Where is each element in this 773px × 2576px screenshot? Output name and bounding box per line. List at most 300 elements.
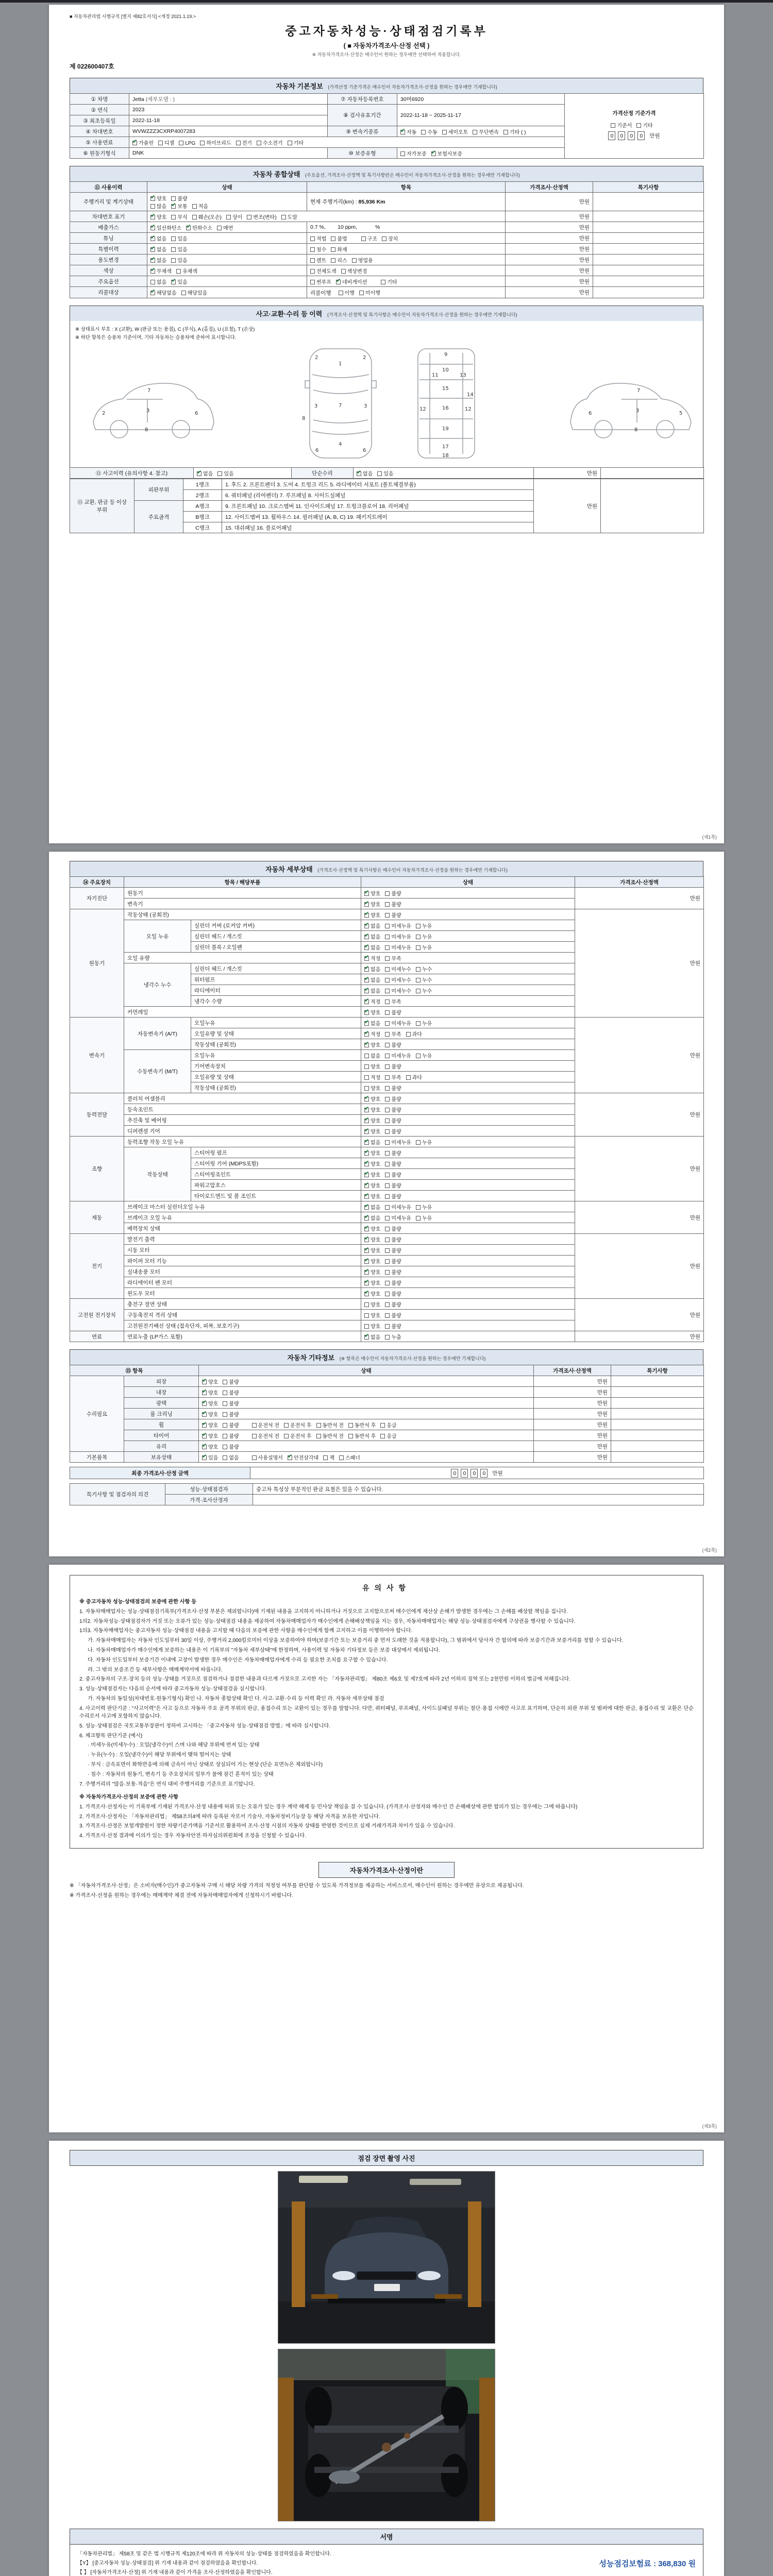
etc-info-table (70, 1365, 704, 1463)
checkbox-group (361, 1050, 575, 1061)
checkbox-option[interactable]: 운전석 전 (252, 1421, 279, 1429)
price-cell: 만원 (534, 468, 601, 479)
checkbox-option[interactable]: 미세누유 (385, 933, 411, 940)
checkbox-option[interactable]: ✔ 양호 (364, 1268, 380, 1276)
checkbox-option[interactable]: 0 (470, 1469, 478, 1478)
item-label: 내장 (124, 1387, 199, 1398)
note-cell (611, 1398, 704, 1409)
checkbox-option[interactable]: 불량 (385, 1268, 401, 1276)
checkbox-option[interactable]: ✔ 있음 (171, 278, 187, 285)
checkbox-option[interactable]: ✔ 네비게이션 (336, 278, 367, 285)
checkbox-option[interactable]: ✔ 양호 (202, 1378, 218, 1385)
checkbox-option[interactable]: 불량 (385, 1181, 401, 1189)
page-marker: (제3쪽) (702, 2124, 717, 2129)
opinion-role: 가격·조사산정자 (165, 1495, 253, 1505)
price-cell: 만원 (506, 265, 593, 276)
checkbox-option[interactable]: 불량 (385, 889, 401, 897)
text-line: · 침수 : 자동차의 원동기, 변속기 등 주요장치의 일부가 물에 잠긴 흔적이 있는 상태 (88, 1771, 274, 1777)
note-cell (611, 1376, 704, 1387)
checkbox-option[interactable]: 동반석 전 (316, 1432, 344, 1439)
checkbox-group (307, 255, 506, 265)
checkbox-option[interactable]: 응급 (380, 1432, 396, 1439)
checkbox-option[interactable]: 동반석 후 (348, 1432, 376, 1439)
note-cell (593, 244, 704, 255)
checkbox-option[interactable]: ✔ 양호 (202, 1421, 218, 1429)
checkbox-option[interactable]: ✔ 양호 (202, 1388, 218, 1396)
section-bar-etc (70, 1349, 703, 1365)
device-group: 동력전달 (70, 1093, 124, 1137)
checkbox-option[interactable]: 불량 (223, 1443, 239, 1450)
table-row (70, 233, 704, 244)
checkbox-option[interactable]: ✔ 양호 (364, 1106, 380, 1113)
checkbox-option[interactable]: 장치 (382, 234, 398, 242)
checkbox-option[interactable]: 양호 (364, 1300, 380, 1308)
checkbox-option[interactable]: ✔ 안전삼각대 (288, 1453, 318, 1461)
checkbox-option[interactable]: 기타 (381, 278, 397, 285)
checkbox-option[interactable]: 적법 (310, 234, 326, 242)
svg-text:8: 8 (634, 427, 638, 433)
checkbox-option[interactable]: 훼손(오손) (192, 213, 222, 221)
checkbox-option[interactable]: ✔ 없음 (364, 1138, 380, 1146)
checkbox-option[interactable]: ✔ 양호 (364, 1192, 380, 1200)
checkbox-option[interactable]: 불량 (385, 1095, 401, 1103)
signature-lines (77, 2549, 589, 2576)
checkbox-option[interactable]: 있음 (171, 245, 187, 253)
checkbox-option[interactable]: 화재 (331, 245, 347, 253)
checkbox-option[interactable]: 기준서 (611, 121, 632, 129)
checkbox-group (361, 1201, 575, 1212)
checkbox-option[interactable]: 상이 (226, 213, 242, 221)
checkbox-option[interactable]: ✔ 없음 (364, 1333, 380, 1341)
checkbox-option[interactable]: ✔ 양호 (150, 194, 166, 202)
checkbox-option[interactable]: 불량 (385, 1149, 401, 1157)
checkbox-option[interactable]: 적음 (192, 202, 208, 210)
checkbox-option[interactable]: 미세누수 (385, 965, 411, 973)
checkbox-group (361, 1299, 575, 1310)
checkbox-option[interactable]: 불량 (385, 1160, 401, 1167)
checkbox-option[interactable]: ✔ 자동 (400, 128, 416, 135)
checkbox-option[interactable]: 과다 (406, 1073, 422, 1081)
checkbox-option[interactable]: 구조 (361, 234, 377, 242)
checkbox-group (252, 1422, 401, 1429)
checkbox-option[interactable]: 0 (480, 1469, 488, 1478)
checkbox-option[interactable]: ✔ 양호 (364, 1149, 380, 1157)
checkbox-group (361, 1072, 575, 1082)
checkbox-option[interactable]: ✔ 없음 (364, 976, 380, 984)
checkbox-option[interactable]: ✔ 양호 (202, 1443, 218, 1450)
checkbox-option[interactable]: 불량 (223, 1388, 239, 1396)
checkbox-group (147, 222, 307, 233)
checkbox-option[interactable]: 부족 (385, 1073, 401, 1081)
opinion-role: 성능·상태점검자 (165, 1484, 253, 1495)
checkbox-option[interactable]: 누수 (416, 987, 432, 994)
checkbox-option[interactable]: 미세누유 (385, 922, 411, 929)
checkbox-option[interactable]: 누유 (416, 1138, 432, 1146)
rank-items: 6. 쿼터패널 (리어펜더) 7. 루프패널 8. 사이드실패널 (222, 490, 534, 501)
price-digit-boxes (451, 1470, 490, 1477)
checkbox-option[interactable]: 불량 (385, 1116, 401, 1124)
checkbox-option[interactable]: 렌트 (310, 256, 326, 264)
checkbox-option[interactable]: 불량 (385, 1225, 401, 1232)
checkbox-option[interactable]: ✔ 없음 (364, 943, 380, 951)
checkbox-option[interactable]: 있음 (217, 469, 233, 477)
field-label: ② 연식 (70, 105, 129, 115)
checkbox-group (147, 276, 307, 287)
checkbox-option[interactable]: ✔ 적정 (364, 997, 380, 1005)
checkbox-option[interactable]: ✔ 없음 (150, 245, 166, 253)
checkbox-option[interactable]: ✔ 양호 (364, 1160, 380, 1167)
checkbox-option[interactable]: 운전석 전 (252, 1432, 279, 1439)
checkbox-option[interactable]: 불량 (223, 1378, 239, 1385)
insurance-fee (589, 2558, 696, 2569)
svg-text:8: 8 (145, 427, 148, 433)
checkbox-option[interactable]: 양호 (364, 1084, 380, 1092)
column-header: ⑮ 항목 (70, 1365, 199, 1376)
checkbox-option[interactable]: ✔ 없음 (364, 922, 380, 929)
document-subtitle-note: ※ 자동차가격조사·산정은 매수인이 원하는 경우에만 선택하여 적용합니다. (312, 52, 461, 57)
checkbox-group (361, 1234, 575, 1245)
checkbox-option[interactable]: 양호 (364, 1322, 380, 1330)
checkbox-option[interactable]: 침수 (310, 245, 326, 253)
checkbox-option[interactable]: 수동 (421, 128, 437, 135)
field-label: ⑤ 사용연료 (70, 137, 129, 148)
checkbox-group (147, 287, 307, 298)
checkbox-option[interactable]: 있음 (377, 469, 393, 477)
checkbox-group (361, 1028, 575, 1039)
checkbox-option[interactable]: 영업용 (352, 256, 373, 264)
svg-text:7: 7 (339, 403, 342, 409)
checkbox-option[interactable]: 0 (618, 131, 625, 140)
basic-info-table (70, 93, 704, 159)
note-cell (611, 1452, 704, 1463)
checkbox-option[interactable]: ✔ 없음 (364, 965, 380, 973)
checkbox-option[interactable]: 부식 (171, 213, 187, 221)
checkbox-option[interactable]: ✔ 양호 (364, 1246, 380, 1254)
checkbox-option[interactable]: 불량 (385, 900, 401, 908)
checkbox-option[interactable]: 있음 (171, 256, 187, 264)
checkbox-option[interactable]: 불량 (223, 1410, 239, 1418)
checkbox-option[interactable]: ✔ 있음 (202, 1453, 218, 1461)
checkbox-option[interactable]: ✔ 해당없음 (150, 289, 177, 296)
exchange-label: ⑬ 교환, 판금 등 이상 부위 (70, 479, 135, 533)
svg-text:9: 9 (444, 352, 448, 358)
text-line: 5. 성능·상태점검은 국토교통부장관이 정하여 고시하는 「중고자동차 성능·상태점검 방법」에 따라 실시합니다. (79, 1723, 331, 1729)
checkbox-option[interactable]: 응급 (380, 1421, 396, 1429)
table-row (70, 255, 704, 265)
table-row (70, 1419, 704, 1430)
checkbox-option[interactable]: 과다 (406, 1030, 422, 1038)
svg-text:14: 14 (467, 392, 474, 398)
checkbox-option[interactable]: 누유 (416, 943, 432, 951)
item-label: 오일누유 (191, 1018, 361, 1028)
checkbox-option[interactable]: ✔ 양호 (202, 1432, 218, 1439)
checkbox-option[interactable]: 부족 (385, 954, 401, 962)
checkbox-option[interactable]: 양호 (364, 1062, 380, 1070)
checkbox-option[interactable]: 불량 (171, 194, 187, 202)
column-header: 가격조사·산정액 (575, 877, 704, 888)
checkbox-option[interactable]: ✔ 양호 (364, 1257, 380, 1265)
checkbox-option[interactable]: 있음 (171, 234, 187, 242)
item-label: 작동상태 (공회전) (191, 1082, 361, 1093)
history-label: 리콜대상 (70, 287, 147, 298)
checkbox-option[interactable]: 미세누유 (385, 1214, 411, 1222)
checkbox-option[interactable]: ✔ 양호 (364, 1116, 380, 1124)
checkbox-option[interactable]: ✔ 없음 (197, 469, 213, 477)
checkbox-option[interactable]: 도말 (281, 213, 297, 221)
checkbox-option[interactable]: ✔ 없음 (150, 256, 166, 264)
checkbox-option[interactable]: 불량 (385, 911, 401, 919)
table-row (70, 1018, 704, 1028)
checkbox-option[interactable]: 불량 (385, 1279, 401, 1286)
checkbox-option[interactable]: 불량 (223, 1432, 239, 1439)
checkbox-option[interactable]: 운전석 후 (284, 1421, 311, 1429)
checkbox-option[interactable]: 해당있음 (181, 289, 208, 296)
simple-repair-label: 단순수리 (292, 468, 354, 479)
checkbox-option[interactable]: ✔ 보통 (171, 202, 187, 210)
column-header: 상태 (147, 182, 307, 193)
checkbox-option[interactable]: 불량 (385, 1127, 401, 1135)
checkbox-option[interactable]: ✔ 일산화탄소 (150, 224, 181, 231)
checkbox-option[interactable]: ✔ 양호 (202, 1399, 218, 1407)
checkbox-option[interactable]: ✔ 없음 (364, 1203, 380, 1211)
checkbox-option[interactable]: 리스 (331, 256, 347, 264)
device-group: 연료 (70, 1331, 124, 1342)
price-cell: 만원 (575, 1234, 704, 1299)
checkbox-group (361, 953, 575, 963)
detail-state-table (70, 876, 704, 1342)
checkbox-option[interactable]: 불량 (223, 1421, 239, 1429)
table-row (70, 1409, 704, 1419)
checkbox-group (361, 1169, 575, 1180)
checkbox-option[interactable]: 적정 (364, 1073, 380, 1081)
price-cell: 만원 (575, 1331, 704, 1342)
checkbox-option[interactable]: 미세누유 (385, 1203, 411, 1211)
text-line: 1의2. 자동차성능·상태점검자가 거짓 또는 오류가 있는 성능·상태점검 내용을 제공하여 자동차매매업자가 매수인에게 손해배상책임을 지는 경우, 자동차매매업자는 해당 성능·상태점검자에게 구상권을 행사할 수 있습니다. (79, 1618, 576, 1624)
checkbox-option[interactable]: ✔ 양호 (364, 911, 380, 919)
table-row (70, 877, 704, 888)
checkbox-option[interactable]: ✔ 탄화수소 (186, 224, 212, 231)
checkbox-group (202, 1455, 244, 1461)
text-line: 1. 자동차매매업자는 성능·상태점검기록부(가격조사·산정 부분은 제외합니다)에 기재된 내용을 고지하지 아니하거나 거짓으로 고지함으로써 매수인에게 재산상 손해가 발생한 경우에는 그 손해를 배상할 책임을 집니다. (79, 1608, 568, 1615)
checkbox-option[interactable]: 0 (608, 131, 615, 140)
checkbox-option[interactable]: 불량 (385, 1246, 401, 1254)
checkbox-option[interactable]: 썬루프 (310, 278, 331, 285)
checkbox-option[interactable]: ✔ 양호 (364, 1127, 380, 1135)
checkbox-option[interactable]: 0 (461, 1469, 468, 1478)
checkbox-option[interactable]: ✔ 양호 (364, 1279, 380, 1286)
checkbox-option[interactable]: 자가보증 (400, 149, 427, 157)
section-note: (주요옵션, 가격조사·산정액 및 특기사항란은 매수인이 자동차가격조사·산정을 원하는 경우에만 기재합니다) (305, 173, 520, 178)
inspection-photo-1 (278, 2171, 495, 2344)
checkbox-option[interactable]: 불량 (385, 1062, 401, 1070)
device-group: 조향 (70, 1137, 124, 1201)
exchange-rank-table (70, 479, 704, 533)
text-line: 다. 자동차 인도일부터 보증기간 이내에 고장이 발생한 경우 매수인은 자동차매매업자에게 수리 등 필요한 조치를 요구할 수 있습니다. (88, 1657, 388, 1663)
note-cell (593, 287, 704, 298)
checkbox-option[interactable]: ✔ 양호 (364, 1041, 380, 1048)
checkbox-option[interactable]: 불법 (331, 234, 347, 242)
checkbox-option[interactable]: 없음 (150, 278, 166, 285)
rank-items: 9. 프론트패널 10. 크로스멤버 11. 인사이드패널 17. 트렁크플로어 18. 리어패널 (222, 501, 534, 512)
field-label: ⑩ 보증유형 (328, 148, 397, 159)
checkbox-option[interactable]: 디젤 (158, 139, 174, 146)
checkbox-option[interactable]: 부족 (385, 997, 401, 1005)
checkbox-option[interactable]: 사용설명서 (252, 1453, 283, 1461)
checkbox-option[interactable]: 많음 (150, 202, 166, 210)
page-4 (49, 2141, 724, 2576)
checkbox-option[interactable]: 유채색 (176, 267, 197, 275)
svg-text:12: 12 (465, 406, 472, 412)
checkbox-option[interactable]: ✔ 없음 (364, 987, 380, 994)
column-header: 상태 (199, 1365, 534, 1376)
text-line: 가. 자동차매매업자는 자동차 인도일부터 30일 이상, 주행거리 2,000킬로미터 이상을 보증하여야 하며(보증기간 또는 보증거리 중 먼저 도래한 것을 적용합니다), 그 범위에서 당사자 간 합의에 따라 보증기간과 보증거리를 정할 수 있습니다. (88, 1638, 624, 1644)
checkbox-option[interactable]: 이행 (339, 289, 355, 296)
checkbox-option[interactable]: ✔ 양호 (364, 1290, 380, 1297)
item-label: 원동기 (124, 888, 361, 899)
checkbox-option[interactable]: 불량 (385, 1311, 401, 1319)
checkbox-option[interactable]: 불량 (385, 1008, 401, 1016)
text-line: 라. 그 밖의 보증조건 등 세부사항은 매매계약서에 따릅니다. (88, 1667, 223, 1673)
checkbox-option[interactable]: 미세누유 (385, 1052, 411, 1059)
checkbox-group (202, 1433, 244, 1439)
table-row (70, 1387, 704, 1398)
price-standard-cell (565, 94, 704, 159)
svg-text:2: 2 (102, 411, 106, 416)
checkbox-group (194, 468, 292, 479)
svg-text:8: 8 (302, 416, 306, 421)
checkbox-option[interactable]: 불량 (385, 1235, 401, 1243)
rank-label: A랭크 (183, 501, 222, 512)
checkbox-option[interactable]: ✔ 없음 (364, 1214, 380, 1222)
checkbox-option[interactable]: 매연 (217, 224, 233, 231)
plate-number: 30머6920 (397, 94, 565, 105)
checkbox-option[interactable]: 미세누유 (385, 943, 411, 951)
checkbox-option[interactable]: ✔ 적정 (364, 1030, 380, 1038)
checkbox-option[interactable]: 불량 (385, 1300, 401, 1308)
checkbox-option[interactable]: LPG (179, 141, 195, 146)
checkbox-option[interactable]: 누유 (416, 1214, 432, 1222)
checkbox-option[interactable]: 운전석 후 (284, 1432, 311, 1439)
checkbox-option[interactable]: 누수 (416, 976, 432, 984)
notice-box (70, 1575, 703, 1849)
checkbox-option[interactable]: 누유 (416, 1052, 432, 1059)
checkbox-option[interactable]: 세미오토 (442, 128, 468, 135)
checkbox-option[interactable]: ✔ 없음 (357, 469, 373, 477)
checkbox-option[interactable]: 0 (637, 131, 645, 140)
table-row (70, 276, 704, 287)
checkbox-option[interactable]: 하이브리드 (200, 139, 231, 146)
checkbox-option[interactable]: 0 (451, 1469, 458, 1478)
checkbox-option[interactable]: ✔ 적정 (364, 954, 380, 962)
checkbox-option[interactable]: 부족 (385, 1030, 401, 1038)
checkbox-option[interactable]: 누수 (416, 965, 432, 973)
checkbox-option[interactable]: ✔ 양호 (364, 1171, 380, 1178)
checkbox-option[interactable]: 누유 (416, 933, 432, 940)
svg-text:5: 5 (679, 411, 683, 416)
checkbox-option[interactable]: 변조(변타) (247, 213, 276, 221)
checkbox-option[interactable]: 불량 (385, 1257, 401, 1265)
checkbox-option[interactable]: 불량 (385, 1041, 401, 1048)
price-cell: 만원 (575, 1093, 704, 1137)
checkbox-option[interactable]: ✔ 양호 (364, 1095, 380, 1103)
checkbox-group (199, 1409, 534, 1419)
checkbox-option[interactable]: 누출 (385, 1333, 401, 1341)
checkbox-option[interactable]: 미세누수 (385, 976, 411, 984)
checkbox-option[interactable]: ✔ 양호 (364, 1181, 380, 1189)
item-label: 등속조인트 (124, 1104, 361, 1115)
item-label: 유리 (124, 1441, 199, 1452)
legend-line: ※ 상태표시 부호 : X (교환), W (판금 또는 용접), C (부식), A (흠집), U (요철), T (손상) (75, 327, 255, 332)
field-value (129, 94, 328, 105)
table-row (70, 244, 704, 255)
checkbox-option[interactable]: 수소전기 (257, 139, 283, 146)
checkbox-option[interactable]: 양호 (364, 1311, 380, 1319)
checkbox-option[interactable]: 불량 (385, 1290, 401, 1297)
price-cell: 만원 (534, 1376, 611, 1387)
checkbox-option[interactable]: ✔ 양호 (364, 889, 380, 897)
table-row (70, 479, 704, 490)
checkbox-option[interactable]: ✔ 무채색 (150, 267, 172, 275)
checkbox-group (361, 909, 575, 920)
checkbox-option[interactable]: ✔ 양호 (150, 213, 166, 221)
checkbox-option[interactable]: 미세누유 (385, 1019, 411, 1027)
checkbox-option[interactable]: 0 (628, 131, 635, 140)
checkbox-option[interactable]: 불량 (223, 1399, 239, 1407)
checkbox-option[interactable]: 무단변속 (473, 128, 499, 135)
checkbox-group (147, 211, 506, 222)
checkbox-option[interactable]: ✔ 양호 (364, 1225, 380, 1232)
checkbox-option[interactable]: 스패너 (339, 1453, 360, 1461)
checkbox-option[interactable]: ✔ 양호 (364, 900, 380, 908)
checkbox-option[interactable]: ✔ 가솔린 (132, 139, 154, 146)
checkbox-option[interactable]: ✔ 없음 (364, 933, 380, 940)
checkbox-option[interactable]: 기타 ( ) (503, 128, 526, 135)
checkbox-option[interactable]: ✔ 없음 (364, 1019, 380, 1027)
table-row (70, 222, 704, 233)
checkbox-option[interactable]: ✔ 양호 (364, 1235, 380, 1243)
checkbox-option[interactable]: 불량 (385, 1084, 401, 1092)
checkbox-option[interactable]: 잭 (323, 1453, 334, 1461)
checkbox-option[interactable]: 미이행 (359, 289, 380, 296)
checkbox-option[interactable]: 불량 (385, 1171, 401, 1178)
checkbox-option[interactable]: 불량 (385, 1322, 401, 1330)
checkbox-option[interactable]: 누유 (416, 1203, 432, 1211)
checkbox-option[interactable]: ✔ 없음 (150, 234, 166, 242)
checkbox-option[interactable]: 기타 (636, 121, 652, 129)
checkbox-option[interactable]: 동반석 후 (348, 1421, 376, 1429)
checkbox-option[interactable]: ✔ 양호 (364, 1008, 380, 1016)
checkbox-option[interactable]: 불량 (385, 1192, 401, 1200)
checkbox-group (199, 1376, 534, 1387)
checkbox-option[interactable]: 동반석 전 (316, 1421, 344, 1429)
checkbox-option[interactable]: 없음 (364, 1052, 380, 1059)
column-header: 가격조사·산정액 (506, 182, 593, 193)
checkbox-option[interactable]: 기타 (288, 139, 304, 146)
checkbox-option[interactable]: 누유 (416, 1019, 432, 1027)
checkbox-option[interactable]: 전기 (236, 139, 252, 146)
checkbox-group (129, 137, 565, 148)
checkbox-option[interactable]: ✔ 양호 (202, 1410, 218, 1418)
checkbox-option[interactable]: 미세누수 (385, 987, 411, 994)
checkbox-option[interactable]: 누유 (416, 922, 432, 929)
checkbox-option[interactable]: 미세누유 (385, 1138, 411, 1146)
checkbox-option[interactable]: 없음 (223, 1453, 239, 1461)
checkbox-option[interactable]: 불량 (385, 1106, 401, 1113)
item-label: 작동상태 (공회전) (191, 1039, 361, 1050)
checkbox-option[interactable]: 색상변경 (341, 267, 367, 275)
checkbox-option[interactable]: 전체도색 (310, 267, 337, 275)
checkbox-option[interactable]: ✔ 보험사보증 (431, 149, 462, 157)
